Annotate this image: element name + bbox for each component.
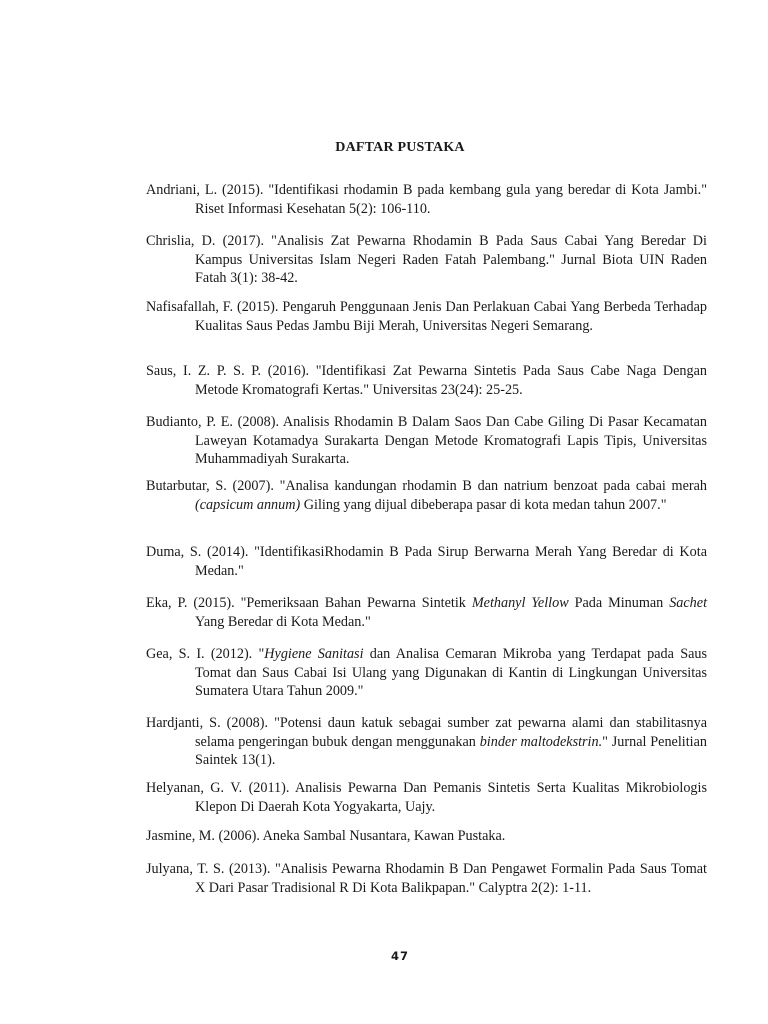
page-number: 47 [390,949,409,963]
reference-text: Pada Minuman [568,595,670,611]
reference-text: Giling yang dijual dibeberapa pasar di kota medan tahun 2007." [300,496,667,513]
reference-text: Duma, S. (2014). "IdentifikasiRhodamin B Pada Sirup Berwarna Merah Yang Beredar di Kota Medan." [146,544,707,579]
reference-text: Helyanan, G. V. (2011). Analisis Pewarna Dan Pemanis Sintetis Serta Kualitas Mikrobiologis Klepon Di Daerah Kota Yogyakarta, Uajy. [146,780,707,815]
page-title: DAFTAR PUSTAKA [335,140,465,155]
reference-text: Yang Beredar di Kota Medan." [195,613,371,630]
reference-entry [146,827,707,846]
reference-text: Saus, I. Z. P. S. P. (2016). "Identifikasi Zat Pewarna Sintetis Pada Saus Cabe Naga Dengan Metode Kromatografi Kertas." Universitas 23(24): 25-25. [146,363,707,398]
reference-entry [146,298,707,335]
reference-text: Jasmine, M. (2006). Aneka Sambal Nusantara, Kawan Pustaka. [146,828,506,844]
reference-italic-text: binder maltodekstrin. [479,733,603,750]
reference-italic-text: Hygiene Sanitasi [264,646,364,662]
reference-entry [146,779,707,816]
reference-text: Julyana, T. S. (2013). "Analisis Pewarna Rhodamin B Dan Pengawet Formalin Pada Saus Tomat X Dari Pasar Tradisional R Di Kota Balikpapan." Calyptra 2(2): 1-11. [146,861,707,896]
reference-entry [146,594,707,631]
reference-text: Gea, S. I. (2012). " [146,646,265,662]
reference-text: Butarbutar, S. (2007). "Analisa kandungan rhodamin B dan natrium benzoat pada cabai merah [146,478,707,494]
reference-text: Andriani, L. (2015). "Identifikasi rhodamin B pada kembang gula yang beredar di Kota Jambi." Riset Informasi Kesehatan 5(2): 106-110. [146,182,707,217]
reference-italic-text: (capsicum annum) [195,496,301,513]
reference-entry [146,413,707,469]
reference-text: Chrislia, D. (2017). "Analisis Zat Pewarna Rhodamin B Pada Saus Cabai Yang Beredar Di Kampus Universitas Islam Negeri Raden Fatah Palembang." Jurnal Biota UIN Raden Fatah 3(1): 38-42. [146,233,707,287]
reference-entry [146,477,707,514]
reference-italic-text: Methanyl Yellow [471,595,569,611]
reference-entry [146,714,707,770]
reference-text: Hardjanti, S. (2008). "Potensi daun katuk sebagai sumber zat pewarna alami dan stabilitasnya selama pengeringan bubuk dengan menggunakan [146,715,707,750]
reference-text: Nafisafallah, F. (2015). Pengaruh Penggunaan Jenis Dan Perlakuan Cabai Yang Berbeda Terhadap Kualitas Saus Pedas Jambu Biji Merah, Universitas Negeri Semarang. [146,299,707,334]
reference-entry [146,232,707,288]
reference-entry [146,645,707,701]
reference-entry [146,860,707,897]
reference-italic-text: Sachet [669,595,708,611]
reference-text: dan Analisa Cemaran Mikroba yang Terdapat pada Saus Tomat dan Saus Cabai Isi Ulang yang Digunakan di Kantin di Lingkungan Universitas Sumatera Utara Tahun 2009." [195,646,707,700]
reference-entry [146,181,707,218]
reference-entry [146,362,707,399]
reference-text: Eka, P. (2015). "Pemeriksaan Bahan Pewarna Sintetik [146,595,472,611]
reference-text: Budianto, P. E. (2008). Analisis Rhodamin B Dalam Saos Dan Cabe Giling Di Pasar Kecamatan Laweyan Kotamadya Surakarta Dengan Metode Kromatografi Lapis Tipis, Universitas Muhammadiyah Surakarta. [146,414,707,468]
reference-entry [146,543,707,580]
reference-text: " Jurnal Penelitian Saintek 13(1). [195,733,708,769]
